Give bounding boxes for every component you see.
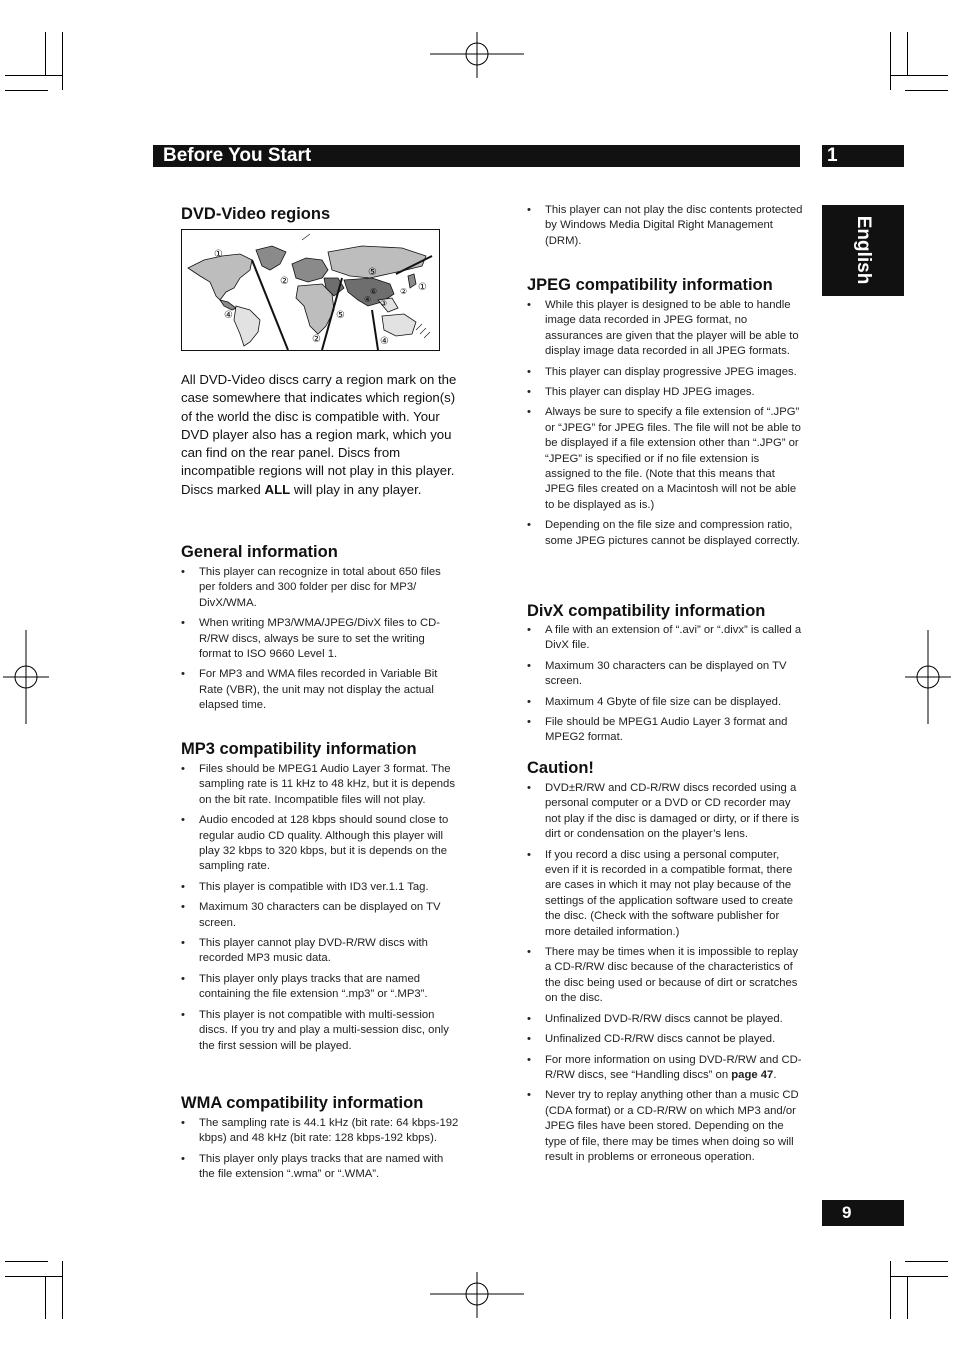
language-tab [822, 205, 904, 296]
wma-info-heading: WMA compatibility information [181, 1094, 424, 1112]
list-item: • DVD±R/RW and CD-R/RW discs recorded using a personal computer or a DVD or CD recorder may not play if the disc is damaged or dirty, or if there is dirt or condensation on the player’s lens. [527, 781, 805, 843]
list-item: • This player cannot play DVD-R/RW discs with recorded MP3 music data. [181, 936, 459, 967]
drm-note-list [527, 203, 805, 254]
list-item: • Unfinalized DVD-R/RW discs cannot be played. [527, 1012, 805, 1027]
map-region-label: ⑤ [368, 267, 377, 278]
chapter-number: 1 [827, 145, 838, 166]
registration-target-top [430, 32, 524, 78]
list-item: • Unfinalized CD-R/RW discs cannot be played. [527, 1032, 805, 1047]
section-title: Before You Start [163, 145, 312, 166]
crop-mark [890, 1261, 891, 1319]
map-region-label: ② [280, 276, 289, 287]
map-region-label: ④ [364, 295, 372, 304]
divx-info-list [527, 623, 805, 751]
map-region-label: ③ [380, 299, 388, 308]
crop-mark [907, 32, 908, 75]
list-item: • There may be times when it is impossible to replay a CD-R/RW disc because of the characteristics of the disc being used or because of dirt or scratches on the disc. [527, 945, 805, 1007]
list-item: • A file with an extension of “.avi” or “.divx” is called a DivX file. [527, 623, 805, 654]
crop-mark [890, 1276, 948, 1277]
list-item: • This player is compatible with ID3 ver.1.1 Tag. [181, 880, 459, 895]
wma-info-list [181, 1116, 459, 1188]
list-item: • File should be MPEG1 Audio Layer 3 format and MPEG2 format. [527, 715, 805, 746]
list-item: • This player is not compatible with multi-session discs. If you try and play a multi-session disc, only the first session will be played. [181, 1008, 459, 1054]
crop-mark [62, 32, 63, 90]
map-region-label: ② [312, 334, 321, 345]
caution-list [527, 781, 805, 1170]
region-intro-paragraph [181, 371, 463, 499]
registration-target-left [3, 630, 49, 724]
crop-mark [890, 75, 948, 76]
language-label: English [853, 215, 874, 285]
general-info-list [181, 565, 459, 719]
list-item: • This player can display progressive JPEG images. [527, 365, 805, 380]
intro-text: All DVD-Video discs carry a region mark on the case somewhere that indicates which region(s) of the world the disc is compatible with. Your DVD player also has a region mark, which you can find on the rear panel. Discs from incompatible regions will not play in this player. Discs marked [181, 372, 457, 497]
list-item: • When writing MP3/WMA/JPEG/DivX files to CD-R/RW discs, always be sure to set the writing format to ISO 9660 Level 1. [181, 616, 459, 662]
list-item: • Maximum 30 characters can be displayed on TV screen. [527, 659, 805, 690]
crop-mark [45, 1276, 46, 1319]
mp3-info-heading: MP3 compatibility information [181, 740, 417, 758]
caution-heading: Caution! [527, 759, 594, 777]
map-region-label: ④ [224, 310, 233, 321]
list-item: • If you record a disc using a personal computer, even if it is recorded in a compatible format, there are cases in which it may not play because of the settings of the application software used to create the disc. (Check with the software publisher for more detailed information.) [527, 848, 805, 940]
section-header-bar [153, 145, 800, 167]
more-info-text: For more information on using DVD-R/RW and CD-R/RW discs, see “Handling discs” on [545, 1053, 802, 1081]
list-item: • This player only plays tracks that are named containing the file extension “.mp3” or “.MP3”. [181, 972, 459, 1003]
page-reference: page 47 [731, 1068, 774, 1081]
map-region-label: ④ [380, 336, 389, 347]
list-item: • Always be sure to specify a file extension of “.JPG” or “JPEG” for JPEG files. The file will not be able to be displayed if a file extension other than “.JPG” or “JPEG” is specified or if no file extension is assigned to the file. (Note that this means that JPEG files created on a Macintosh will not be able to be displayed as is.) [527, 405, 805, 513]
list-item-more-info [527, 1053, 805, 1084]
list-item: • Depending on the file size and compression ratio, some JPEG pictures cannot be displayed correctly. [527, 518, 805, 549]
crop-mark [5, 1261, 48, 1262]
map-region-label: ⑤ [336, 310, 345, 321]
list-item: • This player can recognize in total about 650 files per folders and 300 folder per disc for MP3/ DivX/WMA. [181, 565, 459, 611]
list-item: • Maximum 30 characters can be displayed on TV screen. [181, 900, 459, 931]
crop-mark [5, 75, 63, 76]
crop-mark [907, 1276, 908, 1319]
intro-text-end: will play in any player. [290, 481, 422, 497]
chapter-number-box [822, 145, 904, 167]
page-number-box [822, 1200, 904, 1226]
general-info-heading: General information [181, 543, 338, 561]
list-item: • This player only plays tracks that are named with the file extension “.wma” or “.WMA”. [181, 1152, 459, 1183]
more-info-suffix: . [773, 1068, 777, 1081]
registration-target-right [905, 630, 951, 724]
divx-info-heading: DivX compatibility information [527, 602, 766, 620]
list-item: • Audio encoded at 128 kbps should sound close to regular audio CD quality. Although this player will play 32 kbps to 320 kbps, but it is depends on the sampling rate. [181, 813, 459, 875]
list-item: • This player can display HD JPEG images. [527, 385, 805, 400]
intro-all-bold: ALL [264, 481, 291, 497]
crop-mark [905, 90, 948, 91]
map-region-label: ① [214, 249, 223, 260]
map-region-label: ① [418, 282, 427, 293]
list-item: • While this player is designed to be able to handle image data recorded in JPEG format, no assurances are given that the player will be able to display image data recorded in all JPEG formats. [527, 298, 805, 360]
map-region-label: ⑥ [370, 287, 378, 296]
crop-mark [45, 32, 46, 75]
registration-target-bottom [430, 1272, 524, 1318]
crop-mark [5, 1276, 63, 1277]
list-item: • For MP3 and WMA files recorded in Variable Bit Rate (VBR), the unit may not display the actual elapsed time. [181, 667, 459, 713]
map-region-label: ② [400, 287, 408, 296]
list-item: • Files should be MPEG1 Audio Layer 3 format. The sampling rate is 11 kHz to 48 kHz, but it is depends on the bit rate. Incompatible files will not play. [181, 762, 459, 808]
list-item: • The sampling rate is 44.1 kHz (bit rate: 64 kbps-192 kbps) and 48 kHz (bit rate: 128 kbps-192 kbps). [181, 1116, 459, 1147]
jpeg-info-heading: JPEG compatibility information [527, 276, 773, 294]
list-item: • This player can not play the disc contents protected by Windows Media Digital Right Management (DRM). [527, 203, 805, 249]
jpeg-info-list [527, 298, 805, 554]
region-map [181, 229, 440, 351]
crop-mark [62, 1261, 63, 1319]
crop-mark [5, 90, 48, 91]
list-item: • Maximum 4 Gbyte of file size can be displayed. [527, 695, 805, 710]
crop-mark [890, 32, 891, 90]
page-number: 9 [842, 1203, 852, 1222]
world-map-figure [182, 230, 439, 350]
crop-mark [905, 1261, 948, 1262]
dvd-regions-heading: DVD-Video regions [181, 205, 331, 223]
mp3-info-list [181, 762, 459, 1059]
list-item: • Never try to replay anything other than a music CD (CDA format) or a CD-R/RW on which MP3 and/or JPEG files have been stored. Depending on the type of file, there may be times when doing so will result in problems or erroneous operation. [527, 1088, 805, 1165]
